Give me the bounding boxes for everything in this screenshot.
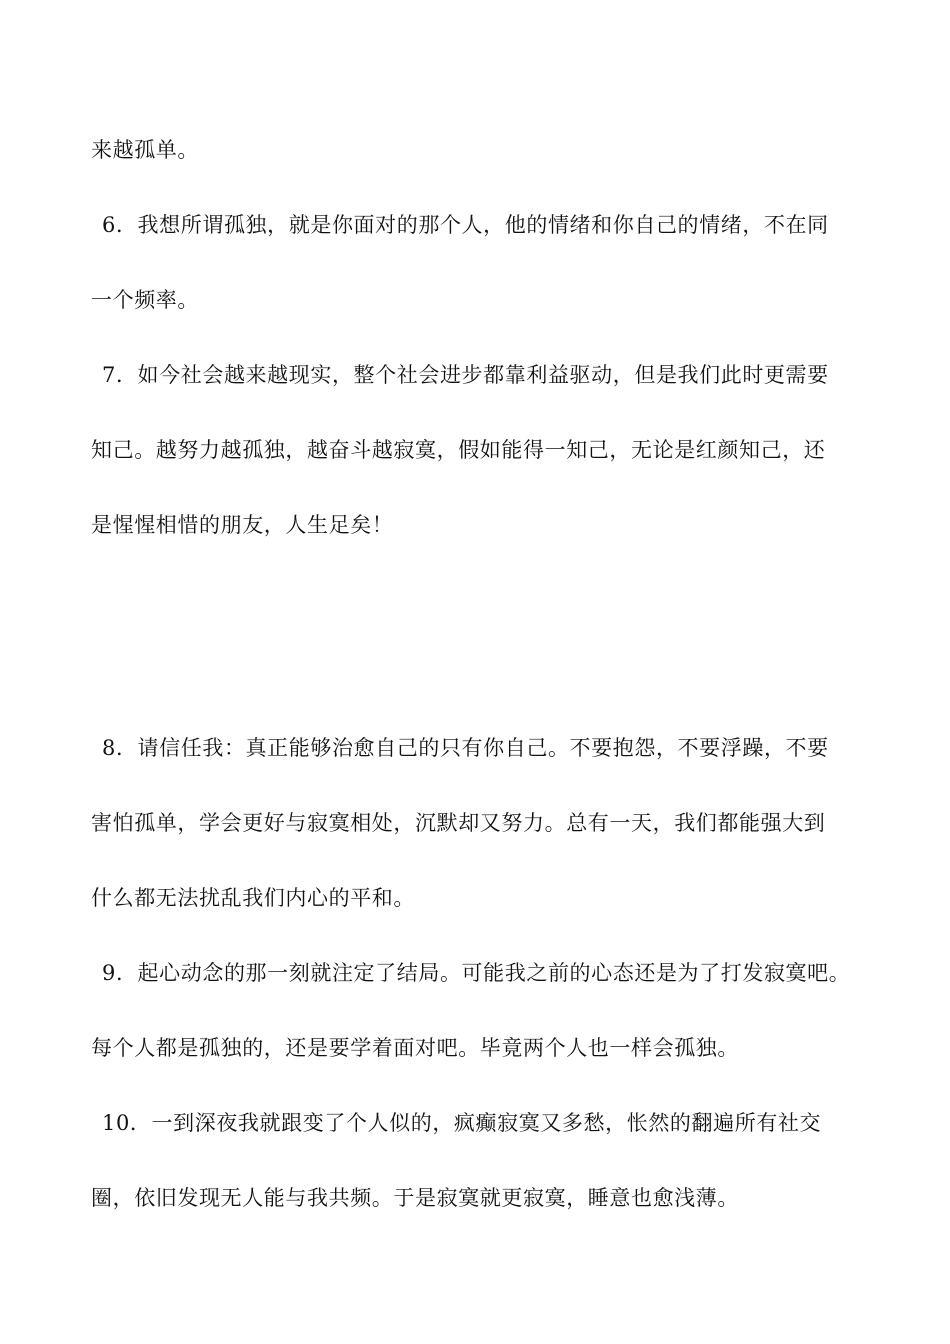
- paragraph-8-line-3: 什么都无法扰乱我们内心的平和。: [91, 886, 415, 910]
- paragraph-8-line-2: 害怕孤单，学会更好与寂寞相处，沉默却又努力。总有一天，我们都能强大到: [91, 811, 826, 835]
- paragraph-10-line-2: 圈，依旧发现无人能与我共频。于是寂寞就更寂寞，睡意也愈浅薄。: [91, 1186, 739, 1210]
- paragraph-6-line-2: 一个频率。: [91, 288, 199, 312]
- paragraph-7-line-2: 知己。越努力越孤独，越奋斗越寂寞，假如能得一知己，无论是红颜知己，还: [91, 438, 826, 462]
- paragraph-7-line-1: 7．如今社会越来越现实，整个社会进步都靠利益驱动，但是我们此时更需要: [102, 363, 829, 387]
- paragraph-8-line-1: 8．请信任我：真正能够治愈自己的只有你自己。不要抱怨，不要浮躁，不要: [102, 736, 829, 760]
- paragraph-9-line-1: 9．起心动念的那一刻就注定了结局。可能我之前的心态还是为了打发寂寞吧。: [102, 961, 851, 985]
- paragraph-10-line-1: 10．一到深夜我就跟变了个人似的，疯癫寂寞又多愁，怅然的翻遍所有社交: [102, 1111, 822, 1135]
- paragraph-6-line-1: 6．我想所谓孤独，就是你面对的那个人，他的情绪和你自己的情绪，不在同: [102, 213, 829, 237]
- paragraph-9-line-2: 每个人都是孤独的，还是要学着面对吧。毕竟两个人也一样会孤独。: [91, 1036, 739, 1060]
- paragraph-5-line-end: 来越孤单。: [91, 138, 199, 162]
- paragraph-7-line-3: 是惺惺相惜的朋友，人生足矣！: [91, 513, 394, 537]
